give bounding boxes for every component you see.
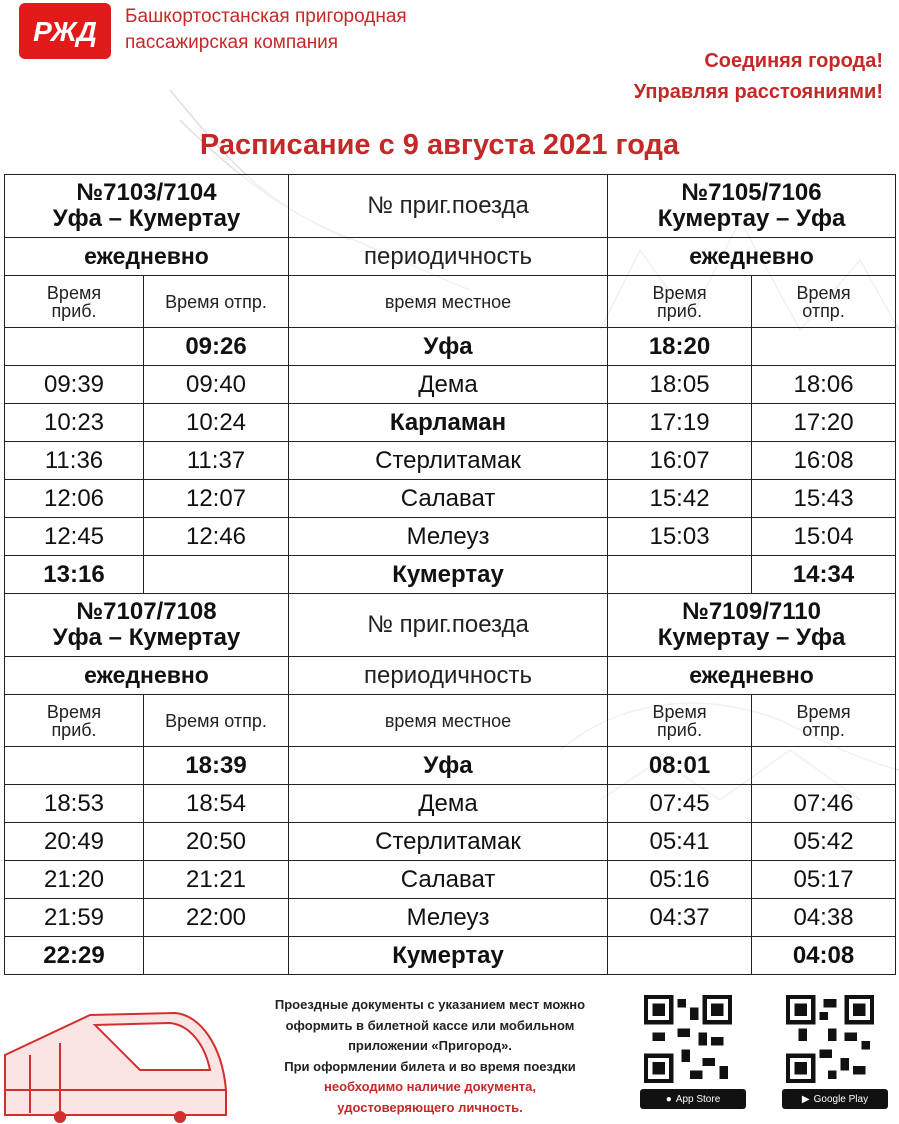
- apple-icon: ●: [665, 1093, 672, 1105]
- column-header-row: [5, 695, 896, 747]
- departure-right: 17:20: [752, 404, 896, 442]
- periodicity-left: ежедневно: [5, 238, 289, 276]
- departure-left: 20:50: [144, 823, 289, 861]
- arrival-right: 16:07: [608, 442, 752, 480]
- departure-right: 04:08: [752, 937, 896, 975]
- departure-right: 04:38: [752, 899, 896, 937]
- schedule-row: [5, 861, 896, 899]
- arrival-left: 11:36: [5, 442, 144, 480]
- train-number: №7105/7106: [681, 179, 822, 206]
- departure-right: [752, 747, 896, 785]
- arrival-right: 07:45: [608, 785, 752, 823]
- arrival-right: 18:20: [608, 328, 752, 366]
- arrival-right: 05:41: [608, 823, 752, 861]
- arrival-right: 15:42: [608, 480, 752, 518]
- train-header-row: [5, 175, 896, 238]
- col-arrival-right: [608, 695, 752, 747]
- train-info-right: [608, 594, 896, 657]
- arrival-left: 18:53: [5, 785, 144, 823]
- col-arrival-left: [5, 695, 144, 747]
- arrival-left: 20:49: [5, 823, 144, 861]
- departure-left: 18:54: [144, 785, 289, 823]
- train-number: №7109/7110: [682, 598, 821, 625]
- station-name: Салават: [289, 861, 608, 899]
- periodicity-row: [5, 657, 896, 695]
- departure-left: 12:46: [144, 518, 289, 556]
- col-departure-right: [752, 276, 896, 328]
- departure-right: [752, 328, 896, 366]
- col-local-time: время местное: [289, 695, 608, 747]
- train-info-left: [5, 594, 289, 657]
- departure-left: [144, 937, 289, 975]
- train-header-row: [5, 594, 896, 657]
- arrival-left: 13:16: [5, 556, 144, 594]
- departure-right: 16:08: [752, 442, 896, 480]
- col-label-line: Время: [652, 282, 707, 303]
- station-name: Мелеуз: [289, 899, 608, 937]
- col-label-line: приб.: [51, 300, 97, 321]
- departure-left: 18:39: [144, 747, 289, 785]
- departure-right: 14:34: [752, 556, 896, 594]
- train-number-label: № приг.поезда: [289, 175, 608, 238]
- arrival-right: 05:16: [608, 861, 752, 899]
- periodicity-label: периодичность: [289, 657, 608, 695]
- google-play-badge[interactable]: [782, 1089, 888, 1109]
- train-illustration: [0, 995, 232, 1124]
- train-route: Уфа – Кумертау: [52, 624, 241, 651]
- schedule-row: [5, 899, 896, 937]
- footer-line1: Проездные документы с указанием мест можно: [274, 997, 586, 1012]
- footer-line6: удостоверяющего личность.: [337, 1099, 523, 1115]
- train-info-right: [608, 175, 896, 238]
- col-label-line: отпр.: [802, 719, 845, 740]
- arrival-right: [608, 556, 752, 594]
- schedule-row: [5, 366, 896, 404]
- train-route: Кумертау – Уфа: [657, 624, 846, 651]
- train-number-label: № приг.поезда: [289, 594, 608, 657]
- col-label-line: Время: [652, 701, 707, 722]
- station-name: Мелеуз: [289, 518, 608, 556]
- station-name: Уфа: [289, 328, 608, 366]
- periodicity-right: ежедневно: [608, 238, 896, 276]
- arrival-left: 12:06: [5, 480, 144, 518]
- departure-left: 12:07: [144, 480, 289, 518]
- arrival-right: [608, 937, 752, 975]
- app-store-badge[interactable]: [640, 1089, 746, 1109]
- col-label-line: Время: [796, 282, 851, 303]
- departure-left: 11:37: [144, 442, 289, 480]
- arrival-left: [5, 747, 144, 785]
- train-route: Кумертау – Уфа: [657, 205, 846, 232]
- arrival-right: 17:19: [608, 404, 752, 442]
- col-label-line: Время: [796, 701, 851, 722]
- col-local-time: время местное: [289, 276, 608, 328]
- train-route: Уфа – Кумертау: [52, 205, 241, 232]
- arrival-right: 04:37: [608, 899, 752, 937]
- schedule-row: [5, 747, 896, 785]
- station-name: Уфа: [289, 747, 608, 785]
- footer-line2: оформить в билетной кассе или мобильном: [285, 1017, 575, 1033]
- arrival-left: 09:39: [5, 366, 144, 404]
- company-name-line1: Башкортостанская пригородная: [125, 6, 407, 27]
- departure-right: 15:04: [752, 518, 896, 556]
- rzd-logo-mark: [30, 13, 100, 49]
- periodicity-right: ежедневно: [608, 657, 896, 695]
- slogan: [634, 46, 883, 108]
- app-store-label: App Store: [675, 1093, 721, 1105]
- col-label-line: приб.: [656, 300, 703, 321]
- arrival-left: [5, 328, 144, 366]
- station-name: Дема: [289, 366, 608, 404]
- arrival-left: 22:29: [5, 937, 144, 975]
- departure-left: 21:21: [144, 861, 289, 899]
- col-label-line: приб.: [656, 719, 703, 740]
- departure-right: 07:46: [752, 785, 896, 823]
- qr-code-app-store[interactable]: [635, 995, 741, 1083]
- periodicity-row: [5, 238, 896, 276]
- rzd-logo: [19, 3, 111, 59]
- col-arrival-right: [608, 276, 752, 328]
- col-label-line: Время: [46, 701, 102, 722]
- arrival-left: 21:59: [5, 899, 144, 937]
- train-info-left: [5, 175, 289, 238]
- col-label-line: Время: [46, 282, 102, 303]
- google-play-label: Google Play: [813, 1093, 869, 1105]
- slogan-line2: Управляя расстояниями!: [633, 81, 883, 103]
- station-name: Карламан: [289, 404, 608, 442]
- schedule-row: [5, 937, 896, 975]
- periodicity-left: ежедневно: [5, 657, 289, 695]
- departure-right: 18:06: [752, 366, 896, 404]
- qr-code-google-play[interactable]: [777, 995, 883, 1083]
- departure-left: 22:00: [144, 899, 289, 937]
- periodicity-label: периодичность: [289, 238, 608, 276]
- schedule-row: [5, 518, 896, 556]
- col-departure-right: [752, 695, 896, 747]
- company-name-line2: пассажирская компания: [125, 32, 339, 53]
- train-number: №7107/7108: [76, 598, 217, 625]
- schedule-row: [5, 404, 896, 442]
- page-title: [0, 129, 899, 162]
- footer-line4: При оформлении билета и во время поездки: [284, 1058, 576, 1074]
- schedule-row: [5, 785, 896, 823]
- schedule-table: [4, 174, 896, 975]
- company-name: [125, 4, 407, 56]
- column-header-row: [5, 276, 896, 328]
- footer-line5: необходимо наличие документа,: [323, 1079, 537, 1094]
- arrival-left: 12:45: [5, 518, 144, 556]
- departure-left: 10:24: [144, 404, 289, 442]
- footer-note: [230, 995, 630, 1118]
- arrival-right: 08:01: [608, 747, 752, 785]
- schedule-row: [5, 442, 896, 480]
- arrival-right: 15:03: [608, 518, 752, 556]
- col-arrival-left: [5, 276, 144, 328]
- arrival-left: 10:23: [5, 404, 144, 442]
- col-departure-left: Время отпр.: [144, 276, 289, 328]
- title-text: Расписание с 9 августа 2021 года: [199, 129, 680, 161]
- station-name: Стерлитамак: [289, 442, 608, 480]
- schedule-row: [5, 480, 896, 518]
- departure-right: 05:42: [752, 823, 896, 861]
- col-label-line: приб.: [51, 719, 97, 740]
- departure-left: [144, 556, 289, 594]
- col-departure-left: Время отпр.: [144, 695, 289, 747]
- schedule-row: [5, 328, 896, 366]
- station-name: Дема: [289, 785, 608, 823]
- schedule-row: [5, 556, 896, 594]
- footer-line3: приложении «Пригород».: [348, 1038, 512, 1053]
- arrival-right: 18:05: [608, 366, 752, 404]
- col-label-line: отпр.: [802, 300, 845, 321]
- station-name: Кумертау: [289, 556, 608, 594]
- departure-left: 09:26: [144, 328, 289, 366]
- slogan-line1: Соединяя города!: [704, 50, 883, 72]
- train-number: №7103/7104: [76, 179, 217, 206]
- station-name: Кумертау: [289, 937, 608, 975]
- google-play-icon: ▶: [801, 1093, 810, 1105]
- departure-left: 09:40: [144, 366, 289, 404]
- schedule-row: [5, 823, 896, 861]
- svg-text:РЖД: РЖД: [33, 16, 97, 47]
- departure-right: 05:17: [752, 861, 896, 899]
- station-name: Стерлитамак: [289, 823, 608, 861]
- arrival-left: 21:20: [5, 861, 144, 899]
- station-name: Салават: [289, 480, 608, 518]
- departure-right: 15:43: [752, 480, 896, 518]
